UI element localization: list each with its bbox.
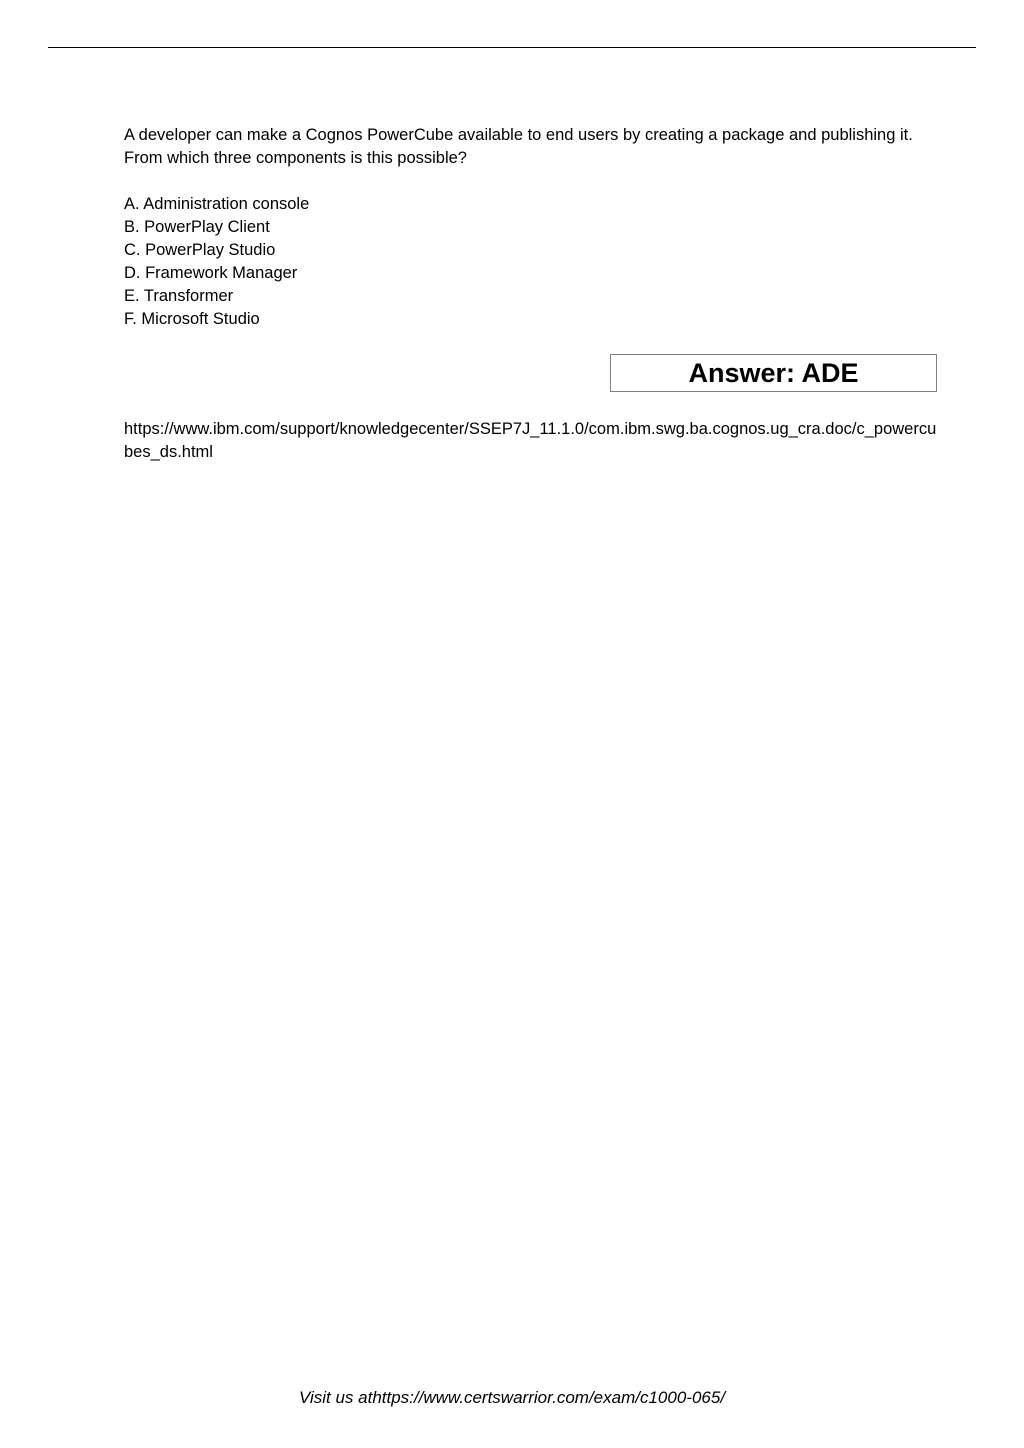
question-text: A developer can make a Cognos PowerCube available to end users by creating a package and publishing it. From which three components is this possible? xyxy=(124,126,913,167)
footer-text: Visit us athttps://www.certswarrior.com/exam/c1000-065/ xyxy=(298,1388,726,1407)
option-e: E. Transformer xyxy=(124,287,234,305)
answer-box xyxy=(610,354,937,392)
answer-label: Answer: ADE xyxy=(688,357,859,388)
option-b: B. PowerPlay Client xyxy=(124,218,270,236)
option-d: D. Framework Manager xyxy=(124,264,298,282)
answer-options xyxy=(124,193,939,331)
header-divider xyxy=(48,47,976,48)
reference-link[interactable]: https://www.ibm.com/support/knowledgecenter/SSEP7J_11.1.0/com.ibm.swg.ba.cognos.ug_cra.doc/c_powercubes_ds.html xyxy=(124,420,937,461)
question-block xyxy=(124,124,939,331)
option-f: F. Microsoft Studio xyxy=(124,310,260,328)
option-a: A. Administration console xyxy=(124,195,310,213)
option-c: C. PowerPlay Studio xyxy=(124,241,276,259)
